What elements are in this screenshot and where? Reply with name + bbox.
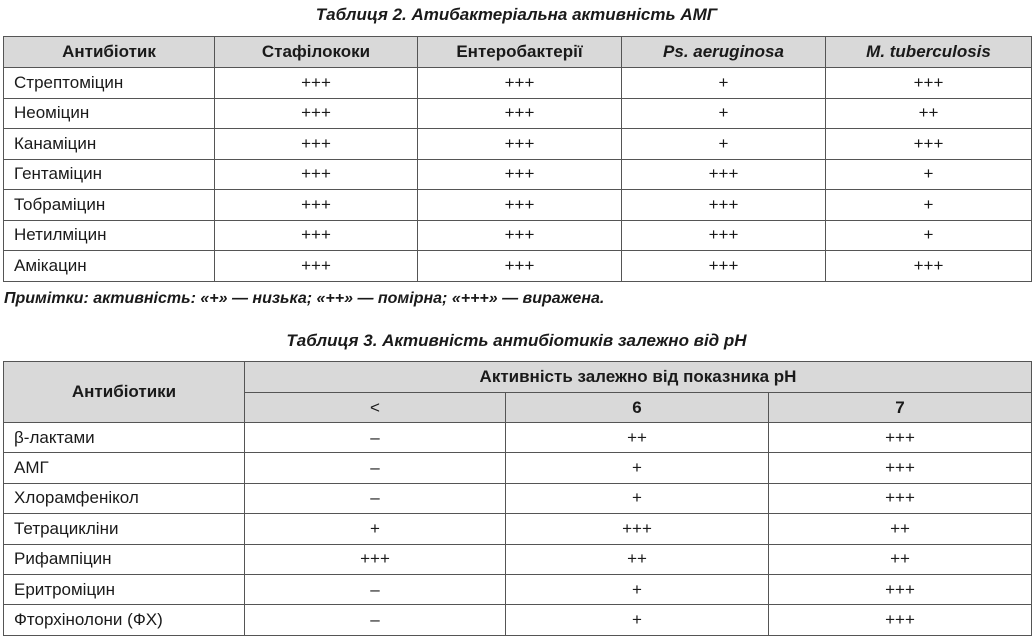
table3-caption: Таблиця 3. Активність антибіотиків залежно від рН <box>286 331 747 350</box>
column-header: Ентеробактерії <box>418 37 622 68</box>
table-cell: +++ <box>769 574 1032 604</box>
table2 <box>3 36 1032 282</box>
table-cell: +++ <box>215 68 418 99</box>
table-cell: +++ <box>418 68 622 99</box>
table-cell: +++ <box>769 453 1032 483</box>
table-row <box>4 423 1032 453</box>
table-cell: +++ <box>215 190 418 221</box>
table-cell: +++ <box>826 129 1032 160</box>
column-group-header: Активність залежно від показника рН <box>245 362 1032 393</box>
table3-header-row <box>4 362 1032 393</box>
table-cell: ++ <box>506 544 769 574</box>
table-row <box>4 453 1032 483</box>
table2-note: Примітки: активність: «+» — низька; «++» — помірна; «+++» — виражена. <box>4 290 605 307</box>
table-cell: ++ <box>826 98 1032 129</box>
row-label: Хлорамфенікол <box>4 483 245 513</box>
table3 <box>3 361 1032 636</box>
table-cell: +++ <box>418 251 622 282</box>
table-row <box>4 251 1032 282</box>
table-cell: – <box>245 453 506 483</box>
table-cell: ++ <box>506 423 769 453</box>
table-row <box>4 544 1032 574</box>
table-cell: +++ <box>506 514 769 544</box>
table-row <box>4 483 1032 513</box>
table-cell: +++ <box>215 159 418 190</box>
table-cell: + <box>826 190 1032 221</box>
table-cell: + <box>506 453 769 483</box>
table-cell: – <box>245 483 506 513</box>
column-subheader: 6 <box>506 393 769 423</box>
table-cell: – <box>245 605 506 635</box>
table-cell: +++ <box>418 129 622 160</box>
row-label: Стрептоміцин <box>4 68 215 99</box>
column-header: Антибіотики <box>4 362 245 423</box>
table-cell: +++ <box>622 190 826 221</box>
row-label: Рифампіцин <box>4 544 245 574</box>
table-cell: +++ <box>622 220 826 251</box>
table-cell: + <box>826 220 1032 251</box>
table-row <box>4 514 1032 544</box>
row-label: Амікацин <box>4 251 215 282</box>
table-cell: + <box>622 68 826 99</box>
column-subheader: < <box>245 393 506 423</box>
table-cell: +++ <box>769 423 1032 453</box>
table-row <box>4 68 1032 99</box>
table-row <box>4 159 1032 190</box>
row-label: Неоміцин <box>4 98 215 129</box>
row-label: Еритроміцин <box>4 574 245 604</box>
table-cell: +++ <box>215 129 418 160</box>
table2-header-row <box>4 37 1032 68</box>
table-cell: + <box>506 483 769 513</box>
table-cell: +++ <box>622 159 826 190</box>
table-cell: ++ <box>769 544 1032 574</box>
row-label: Канаміцин <box>4 129 215 160</box>
table2-caption: Таблиця 2. Атибактеріальна активність АМГ <box>315 5 718 24</box>
table-row <box>4 190 1032 221</box>
table-cell: +++ <box>418 159 622 190</box>
table-cell: + <box>622 129 826 160</box>
table-row <box>4 574 1032 604</box>
table-cell: + <box>506 605 769 635</box>
table-cell: +++ <box>245 544 506 574</box>
table-cell: + <box>245 514 506 544</box>
column-subheader: 7 <box>769 393 1032 423</box>
table-cell: +++ <box>826 251 1032 282</box>
row-label: β-лактами <box>4 423 245 453</box>
table-row <box>4 98 1032 129</box>
table-cell: – <box>245 574 506 604</box>
column-header: Стафілококи <box>215 37 418 68</box>
table-cell: + <box>506 574 769 604</box>
table-cell: +++ <box>769 605 1032 635</box>
table-row <box>4 605 1032 635</box>
row-label: АМГ <box>4 453 245 483</box>
table-cell: – <box>245 423 506 453</box>
table-cell: +++ <box>418 220 622 251</box>
table-cell: +++ <box>769 483 1032 513</box>
row-label: Тобраміцин <box>4 190 215 221</box>
table-cell: + <box>826 159 1032 190</box>
column-header: Антибіотик <box>4 37 215 68</box>
table-cell: +++ <box>215 251 418 282</box>
table-cell: + <box>622 98 826 129</box>
table-cell: +++ <box>215 220 418 251</box>
table-cell: ++ <box>769 514 1032 544</box>
row-label: Фторхінолони (ФХ) <box>4 605 245 635</box>
table-cell: +++ <box>418 98 622 129</box>
table-row <box>4 220 1032 251</box>
row-label: Тетрацикліни <box>4 514 245 544</box>
table-cell: +++ <box>215 98 418 129</box>
table-row <box>4 129 1032 160</box>
table-cell: +++ <box>418 190 622 221</box>
column-header: Ps. aeruginosa <box>622 37 826 68</box>
row-label: Нетилміцин <box>4 220 215 251</box>
table-cell: +++ <box>622 251 826 282</box>
table-cell: +++ <box>826 68 1032 99</box>
row-label: Гентаміцин <box>4 159 215 190</box>
column-header: M. tuberculosis <box>826 37 1032 68</box>
